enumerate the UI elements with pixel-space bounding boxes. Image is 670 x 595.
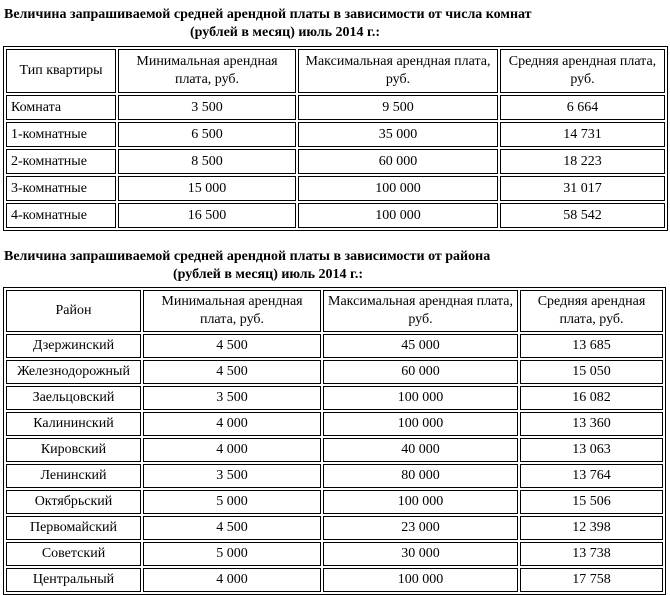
cell-label: 3-комнатные bbox=[6, 176, 116, 201]
table-row bbox=[6, 176, 665, 201]
cell-max-rent: 100 000 bbox=[298, 203, 498, 228]
column-header-avg-rent: Средняя арендная плата, руб. bbox=[500, 49, 665, 93]
cell-max-rent: 23 000 bbox=[323, 516, 518, 540]
column-header-min-rent: Минимальная арендная плата, руб. bbox=[118, 49, 296, 93]
cell-label: Калининский bbox=[6, 412, 141, 436]
cell-avg-rent: 58 542 bbox=[500, 203, 665, 228]
cell-label: Ленинский bbox=[6, 464, 141, 488]
table-row bbox=[6, 360, 663, 384]
cell-min-rent: 4 500 bbox=[143, 334, 321, 358]
cell-max-rent: 40 000 bbox=[323, 438, 518, 462]
table-row bbox=[6, 568, 663, 592]
table-row bbox=[6, 95, 665, 120]
cell-avg-rent: 6 664 bbox=[500, 95, 665, 120]
cell-avg-rent: 17 758 bbox=[520, 568, 663, 592]
cell-avg-rent: 13 063 bbox=[520, 438, 663, 462]
cell-avg-rent: 13 764 bbox=[520, 464, 663, 488]
cell-avg-rent: 13 738 bbox=[520, 542, 663, 566]
cell-max-rent: 100 000 bbox=[323, 412, 518, 436]
cell-min-rent: 4 000 bbox=[143, 412, 321, 436]
cell-label: Железнодорожный bbox=[6, 360, 141, 384]
cell-min-rent: 5 000 bbox=[143, 542, 321, 566]
cell-min-rent: 15 000 bbox=[118, 176, 296, 201]
table-header-row bbox=[6, 290, 663, 332]
cell-label: Первомайский bbox=[6, 516, 141, 540]
cell-label: Советский bbox=[6, 542, 141, 566]
column-header-apartment-type: Тип квартиры bbox=[6, 49, 116, 93]
cell-label: 1-комнатные bbox=[6, 122, 116, 147]
rooms-table-subtitle: (рублей в месяц) июль 2014 г.: bbox=[190, 25, 380, 40]
cell-label: Кировский bbox=[6, 438, 141, 462]
cell-max-rent: 100 000 bbox=[323, 568, 518, 592]
cell-avg-rent: 14 731 bbox=[500, 122, 665, 147]
cell-label: 2-комнатные bbox=[6, 149, 116, 174]
cell-avg-rent: 18 223 bbox=[500, 149, 665, 174]
cell-min-rent: 3 500 bbox=[118, 95, 296, 120]
table-row bbox=[6, 122, 665, 147]
districts-table-title: Величина запрашиваемой средней арендной платы в зависимости от района bbox=[4, 249, 491, 264]
cell-min-rent: 4 000 bbox=[143, 438, 321, 462]
column-header-avg-rent: Средняя арендная плата, руб. bbox=[520, 290, 663, 332]
table-row bbox=[6, 516, 663, 540]
districts-rent-table bbox=[3, 287, 666, 595]
cell-min-rent: 3 500 bbox=[143, 386, 321, 410]
cell-min-rent: 8 500 bbox=[118, 149, 296, 174]
rooms-rent-table bbox=[3, 46, 668, 231]
table-row bbox=[6, 149, 665, 174]
cell-avg-rent: 15 050 bbox=[520, 360, 663, 384]
cell-max-rent: 45 000 bbox=[323, 334, 518, 358]
cell-min-rent: 3 500 bbox=[143, 464, 321, 488]
column-header-min-rent: Минимальная арендная плата, руб. bbox=[143, 290, 321, 332]
cell-min-rent: 5 000 bbox=[143, 490, 321, 514]
table-row bbox=[6, 386, 663, 410]
cell-max-rent: 9 500 bbox=[298, 95, 498, 120]
table-row bbox=[6, 334, 663, 358]
cell-avg-rent: 12 398 bbox=[520, 516, 663, 540]
cell-label: Октябрьский bbox=[6, 490, 141, 514]
cell-avg-rent: 16 082 bbox=[520, 386, 663, 410]
cell-label: Центральный bbox=[6, 568, 141, 592]
column-header-district: Район bbox=[6, 290, 141, 332]
cell-label: Комната bbox=[6, 95, 116, 120]
cell-min-rent: 4 000 bbox=[143, 568, 321, 592]
table-row bbox=[6, 464, 663, 488]
column-header-max-rent: Максимальная арендная плата, руб. bbox=[323, 290, 518, 332]
table-row bbox=[6, 412, 663, 436]
cell-label: 4-комнатные bbox=[6, 203, 116, 228]
cell-max-rent: 60 000 bbox=[298, 149, 498, 174]
rooms-table-title: Величина запрашиваемой средней арендной платы в зависимости от числа комнат bbox=[4, 7, 532, 22]
cell-max-rent: 100 000 bbox=[298, 176, 498, 201]
cell-max-rent: 100 000 bbox=[323, 386, 518, 410]
table-header-row bbox=[6, 49, 665, 93]
cell-avg-rent: 13 685 bbox=[520, 334, 663, 358]
cell-min-rent: 4 500 bbox=[143, 516, 321, 540]
table-row bbox=[6, 542, 663, 566]
column-header-max-rent: Максимальная арендная плата, руб. bbox=[298, 49, 498, 93]
districts-table-subtitle: (рублей в месяц) июль 2014 г.: bbox=[173, 267, 363, 282]
cell-min-rent: 4 500 bbox=[143, 360, 321, 384]
table-row bbox=[6, 438, 663, 462]
cell-min-rent: 6 500 bbox=[118, 122, 296, 147]
cell-avg-rent: 13 360 bbox=[520, 412, 663, 436]
cell-label: Заельцовский bbox=[6, 386, 141, 410]
cell-max-rent: 60 000 bbox=[323, 360, 518, 384]
cell-max-rent: 80 000 bbox=[323, 464, 518, 488]
cell-avg-rent: 31 017 bbox=[500, 176, 665, 201]
table-row bbox=[6, 203, 665, 228]
cell-avg-rent: 15 506 bbox=[520, 490, 663, 514]
table-row bbox=[6, 490, 663, 514]
cell-max-rent: 35 000 bbox=[298, 122, 498, 147]
cell-label: Дзержинский bbox=[6, 334, 141, 358]
cell-min-rent: 16 500 bbox=[118, 203, 296, 228]
cell-max-rent: 30 000 bbox=[323, 542, 518, 566]
cell-max-rent: 100 000 bbox=[323, 490, 518, 514]
